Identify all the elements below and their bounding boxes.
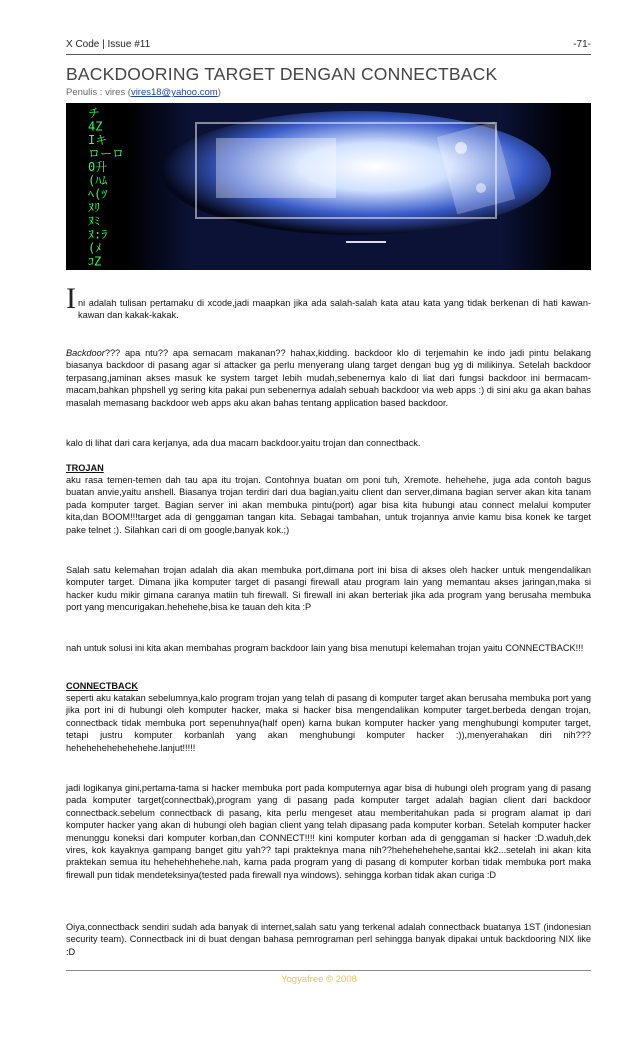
connectback-paragraph-2: jadi logikanya gini,pertama-tama si hacker membuka port pada komputernya agar bisa di hubungi oleh program yang di pasang pada komputer target(connectbak),program yang di pasang pada komputer target adalah bagian client dari backdoor connectback.sebelum connectback di pasang, kita perlu mengeset atau memberitahukan pada si program alamat ip dari komputer hacker yang akan di hubungi oleh bagian client yang telah dipasang pada komputer korban. Setelah komputer hacker menunggu koneksi dari komputer korban,dan CONNECT!!!! kini komputer korban ada di genggaman si hacker :D.waduh,dek vires, kok kayaknya gampang banget gitu yah?? tapi prakteknya mana nih??hehehehehehe,santai kk2...setelah ini akan kita praktekan semua itu hehehehhehehe.nah, karna pada program yang di pasang di komputer korban tidak membuka port maka firewall pun tidak mendeteksinya(tested pada firewall nya windows). sehingga korban tidak akan curiga :D bbox=[66, 783, 591, 880]
article-title: BACKDOORING TARGET DENGAN CONNECTBACK bbox=[66, 64, 498, 84]
matrix-glyph: ﾇﾐ bbox=[88, 214, 101, 228]
author-line bbox=[66, 87, 221, 98]
matrix-glyph: (ﾒ bbox=[88, 241, 102, 255]
connectback-paragraph-3: Oiya,connectback sendiri sudah ada banyak di internet,salah satu yang terkenal adalah connectback buatanya 1ST (indonesian security team). Connectback ini di buat dengan bahasa pemrograman perl sehingga banyak dipakai untuk backdooring NIX like :D bbox=[66, 922, 591, 957]
banner-graphic bbox=[66, 103, 591, 270]
footer-text: Yogyafree © 2008 bbox=[281, 974, 357, 985]
matrix-glyph: チ bbox=[88, 106, 101, 120]
header-divider bbox=[66, 54, 591, 55]
trojan-paragraph-2: Salah satu kelemahan trojan adalah dia akan membuka port,dimana port ini bisa di akses oleh hacker untuk mengendalikan komputer target. Dimana jika komputer target di pasangi firewall atau program lain yang memantau akses jaringan,maka si hacker kudu mikir gimana caranya matiin tuh firewall. Si firewall ini akan berteriak jika ada program yang berusaha membuka port yang mencurigakan.hehehehe,bisa ke tauan deh kita :P bbox=[66, 565, 591, 613]
matrix-glyph: ﾇ:ﾗ bbox=[88, 227, 108, 242]
trojan-heading: TROJAN bbox=[66, 463, 104, 473]
types-paragraph: kalo di lihat dari cara kerjanya, ada dua macam backdoor.yaitu trojan dan connectback. bbox=[66, 438, 421, 448]
page-number: -71- bbox=[573, 39, 591, 50]
trojan-paragraph-1: aku rasa temen-temen dah tau apa itu trojan. Contohnya buatan om poni tuh, Xremote. hehehehe, juga ada contoh bagus buatan anvie,yaitu anshell. Biasanya trojan terdiri dari dua bagian,yaitu client dan server,dimana bagian server akan kita tanam pada komputer target. Bagian server ini akan membuka pintu(port) agar bisa kita hubungi atau connect melalui komputer kita,dan BOOM!!!target ada di genggaman tangan kita. Sebagai tambahan, untuk trojannya anvie kamu bisa konek ke target pake telnet ;). Silahkan cari di om google,banyak kok.;) bbox=[66, 475, 591, 535]
intro-paragraph: ni adalah tulisan pertamaku di xcode,jadi maapkan jika ada salah-salah kata atau kata yang tidak berkenan di hati kawan-kawan dan kakak-kakak. bbox=[78, 298, 591, 321]
issue-label: X Code | Issue #11 bbox=[66, 39, 151, 50]
connectback-paragraph-1: seperti aku katakan sebelumnya,kalo program trojan yang telah di pasang di komputer target akan berusaha membuka port yang jika port ini di hubungi oleh komputer hacker, maka si hacker bisa mengendalikan komputer target.berbeda dengan trojan, connectback tidak membuka port sepenuhnya(half open) karna bukan komputer hacker yang menghubungi komputer target, tetapi justru komputer korbanlah yang akan menghubungi komputer hacker :)),menyerahakan diri nih???hehehehehehehehehe.lanjut!!!!! bbox=[66, 693, 591, 753]
backdoor-text: ??? apa ntu?? apa semacam makanan?? hahax,kidding. backdoor klo di terjemahin ke indo jadi pintu belakang biasanya backdoor di pasang agar si attacker ga perlu menyerang ulang target dengan bug yg di milikinya. Setelah backdoor terpasang,jaminan akses masuk ke system target lebih mudah,sebenernya kalo di liat dari fungsi backdoor ini bermacam-macam,bahkan phpshell yg sering kita pakai pun sebenernya adalah sebuah backdoor via web apps :) di sini aku ga akan bahas masalah memasang backdoor web apps aku akan bahas tentang application based backdoor. bbox=[66, 348, 591, 408]
backdoor-paragraph bbox=[66, 347, 591, 409]
matrix-glyph: ﾇﾘ bbox=[88, 200, 101, 215]
running-header bbox=[66, 39, 591, 55]
author-suffix: ) bbox=[217, 87, 221, 98]
matrix-glyph: ローロ bbox=[88, 146, 125, 161]
matrix-glyph: ﾍ(ﾂ bbox=[88, 187, 108, 201]
matrix-glyph: ｺZ bbox=[88, 254, 102, 269]
author-prefix: Penulis : vires ( bbox=[66, 87, 131, 98]
matrix-glyph: 0升 bbox=[88, 160, 108, 174]
author-email-link[interactable]: vires18@yahoo.com bbox=[130, 87, 218, 98]
drop-cap: I bbox=[66, 282, 76, 315]
backdoor-term: Backdoor bbox=[66, 348, 105, 358]
matrix-glyph: (ﾊﾑ bbox=[88, 173, 108, 188]
matrix-glyph: 4Z bbox=[88, 119, 103, 134]
trojan-paragraph-3: nah untuk solusi ini kita akan membahas program backdoor lain yang bisa menutupi kelemahan trojan yaitu CONNECTBACK!!! bbox=[66, 643, 584, 653]
matrix-glyph: Iキ bbox=[88, 133, 108, 147]
banner-image bbox=[66, 103, 591, 270]
connectback-heading: CONNECTBACK bbox=[66, 681, 138, 691]
footer-divider bbox=[66, 970, 591, 971]
